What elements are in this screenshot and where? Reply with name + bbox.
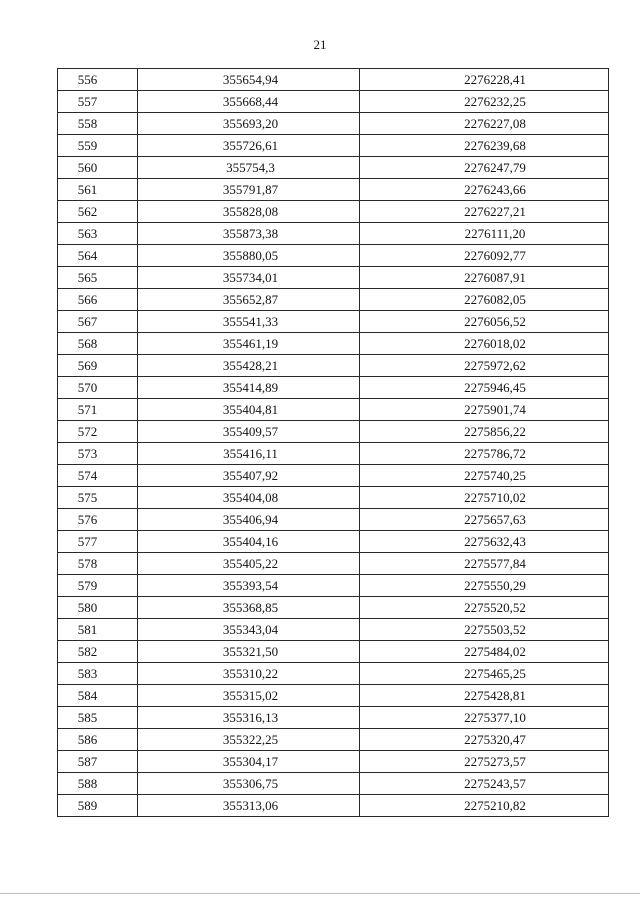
table-row	[58, 487, 609, 509]
x-coordinate-cell: 355404,16	[138, 531, 360, 553]
x-coordinate-cell: 355321,50	[138, 641, 360, 663]
point-number-cell: 582	[58, 641, 138, 663]
point-number-cell: 558	[58, 113, 138, 135]
y-coordinate-cell: 2276082,05	[360, 289, 609, 311]
point-number-cell: 585	[58, 707, 138, 729]
point-number-cell: 564	[58, 245, 138, 267]
y-coordinate-cell: 2275577,84	[360, 553, 609, 575]
point-number-cell: 588	[58, 773, 138, 795]
point-number-cell: 576	[58, 509, 138, 531]
x-coordinate-cell: 355428,21	[138, 355, 360, 377]
x-coordinate-cell: 355461,19	[138, 333, 360, 355]
y-coordinate-cell: 2275273,57	[360, 751, 609, 773]
table-row	[58, 311, 609, 333]
table-row	[58, 135, 609, 157]
table-row	[58, 355, 609, 377]
point-number-cell: 581	[58, 619, 138, 641]
table-row	[58, 443, 609, 465]
x-coordinate-cell: 355343,04	[138, 619, 360, 641]
table-row	[58, 575, 609, 597]
x-coordinate-cell: 355406,94	[138, 509, 360, 531]
y-coordinate-cell: 2275632,43	[360, 531, 609, 553]
page-bottom-edge	[0, 893, 640, 894]
point-number-cell: 570	[58, 377, 138, 399]
y-coordinate-cell: 2276227,08	[360, 113, 609, 135]
point-number-cell: 589	[58, 795, 138, 817]
table-row	[58, 245, 609, 267]
x-coordinate-cell: 355322,25	[138, 729, 360, 751]
y-coordinate-cell: 2275465,25	[360, 663, 609, 685]
y-coordinate-cell: 2276087,91	[360, 267, 609, 289]
x-coordinate-cell: 355652,87	[138, 289, 360, 311]
x-coordinate-cell: 355393,54	[138, 575, 360, 597]
table-row	[58, 333, 609, 355]
y-coordinate-cell: 2276056,52	[360, 311, 609, 333]
point-number-cell: 587	[58, 751, 138, 773]
point-number-cell: 563	[58, 223, 138, 245]
point-number-cell: 568	[58, 333, 138, 355]
table-row	[58, 157, 609, 179]
point-number-cell: 562	[58, 201, 138, 223]
x-coordinate-cell: 355541,33	[138, 311, 360, 333]
x-coordinate-cell: 355880,05	[138, 245, 360, 267]
y-coordinate-cell: 2275503,52	[360, 619, 609, 641]
point-number-cell: 566	[58, 289, 138, 311]
y-coordinate-cell: 2275901,74	[360, 399, 609, 421]
x-coordinate-cell: 355304,17	[138, 751, 360, 773]
y-coordinate-cell: 2276092,77	[360, 245, 609, 267]
table-row	[58, 707, 609, 729]
x-coordinate-cell: 355306,75	[138, 773, 360, 795]
y-coordinate-cell: 2276228,41	[360, 69, 609, 91]
table-row	[58, 399, 609, 421]
x-coordinate-cell: 355368,85	[138, 597, 360, 619]
y-coordinate-cell: 2275657,63	[360, 509, 609, 531]
x-coordinate-cell: 355873,38	[138, 223, 360, 245]
y-coordinate-cell: 2275856,22	[360, 421, 609, 443]
table-row	[58, 663, 609, 685]
x-coordinate-cell: 355726,61	[138, 135, 360, 157]
point-number-cell: 578	[58, 553, 138, 575]
x-coordinate-cell: 355693,20	[138, 113, 360, 135]
point-number-cell: 577	[58, 531, 138, 553]
y-coordinate-cell: 2275710,02	[360, 487, 609, 509]
table-row	[58, 685, 609, 707]
table-row	[58, 267, 609, 289]
table-row	[58, 113, 609, 135]
y-coordinate-cell: 2276243,66	[360, 179, 609, 201]
table-row	[58, 465, 609, 487]
x-coordinate-cell: 355407,92	[138, 465, 360, 487]
y-coordinate-cell: 2276111,20	[360, 223, 609, 245]
point-number-cell: 567	[58, 311, 138, 333]
x-coordinate-cell: 355734,01	[138, 267, 360, 289]
y-coordinate-cell: 2276239,68	[360, 135, 609, 157]
y-coordinate-cell: 2275210,82	[360, 795, 609, 817]
y-coordinate-cell: 2275377,10	[360, 707, 609, 729]
table-row	[58, 223, 609, 245]
x-coordinate-cell: 355404,08	[138, 487, 360, 509]
x-coordinate-cell: 355828,08	[138, 201, 360, 223]
table-row	[58, 751, 609, 773]
x-coordinate-cell: 355409,57	[138, 421, 360, 443]
point-number-cell: 584	[58, 685, 138, 707]
point-number-cell: 586	[58, 729, 138, 751]
x-coordinate-cell: 355654,94	[138, 69, 360, 91]
y-coordinate-cell: 2275243,57	[360, 773, 609, 795]
table-row	[58, 91, 609, 113]
x-coordinate-cell: 355791,87	[138, 179, 360, 201]
table-row	[58, 179, 609, 201]
y-coordinate-cell: 2275786,72	[360, 443, 609, 465]
point-number-cell: 561	[58, 179, 138, 201]
page-number: 21	[313, 37, 327, 52]
table-row	[58, 377, 609, 399]
table-row	[58, 69, 609, 91]
y-coordinate-cell: 2275972,62	[360, 355, 609, 377]
table-row	[58, 773, 609, 795]
y-coordinate-cell: 2276018,02	[360, 333, 609, 355]
y-coordinate-cell: 2275428,81	[360, 685, 609, 707]
x-coordinate-cell: 355754,3	[138, 157, 360, 179]
table-row	[58, 509, 609, 531]
x-coordinate-cell: 355414,89	[138, 377, 360, 399]
x-coordinate-cell: 355316,13	[138, 707, 360, 729]
x-coordinate-cell: 355416,11	[138, 443, 360, 465]
x-coordinate-cell: 355310,22	[138, 663, 360, 685]
x-coordinate-cell: 355405,22	[138, 553, 360, 575]
table-row	[58, 795, 609, 817]
point-number-cell: 573	[58, 443, 138, 465]
x-coordinate-cell: 355315,02	[138, 685, 360, 707]
point-number-cell: 579	[58, 575, 138, 597]
point-number-cell: 556	[58, 69, 138, 91]
point-number-cell: 559	[58, 135, 138, 157]
table-row	[58, 421, 609, 443]
table-row	[58, 597, 609, 619]
point-number-cell: 560	[58, 157, 138, 179]
point-number-cell: 572	[58, 421, 138, 443]
y-coordinate-cell: 2276247,79	[360, 157, 609, 179]
x-coordinate-cell: 355404,81	[138, 399, 360, 421]
x-coordinate-cell: 355668,44	[138, 91, 360, 113]
y-coordinate-cell: 2275520,52	[360, 597, 609, 619]
point-number-cell: 575	[58, 487, 138, 509]
point-number-cell: 565	[58, 267, 138, 289]
y-coordinate-cell: 2276227,21	[360, 201, 609, 223]
y-coordinate-cell: 2275484,02	[360, 641, 609, 663]
y-coordinate-cell: 2275320,47	[360, 729, 609, 751]
table-row	[58, 289, 609, 311]
y-coordinate-cell: 2275550,29	[360, 575, 609, 597]
point-number-cell: 583	[58, 663, 138, 685]
point-number-cell: 571	[58, 399, 138, 421]
y-coordinate-cell: 2276232,25	[360, 91, 609, 113]
table-row	[58, 201, 609, 223]
point-number-cell: 580	[58, 597, 138, 619]
table-row	[58, 553, 609, 575]
table-row	[58, 619, 609, 641]
point-number-cell: 574	[58, 465, 138, 487]
table-row	[58, 729, 609, 751]
point-number-cell: 557	[58, 91, 138, 113]
y-coordinate-cell: 2275740,25	[360, 465, 609, 487]
table-row	[58, 641, 609, 663]
coordinates-table	[57, 68, 609, 817]
point-number-cell: 569	[58, 355, 138, 377]
table-body	[58, 69, 609, 817]
x-coordinate-cell: 355313,06	[138, 795, 360, 817]
y-coordinate-cell: 2275946,45	[360, 377, 609, 399]
table-row	[58, 531, 609, 553]
